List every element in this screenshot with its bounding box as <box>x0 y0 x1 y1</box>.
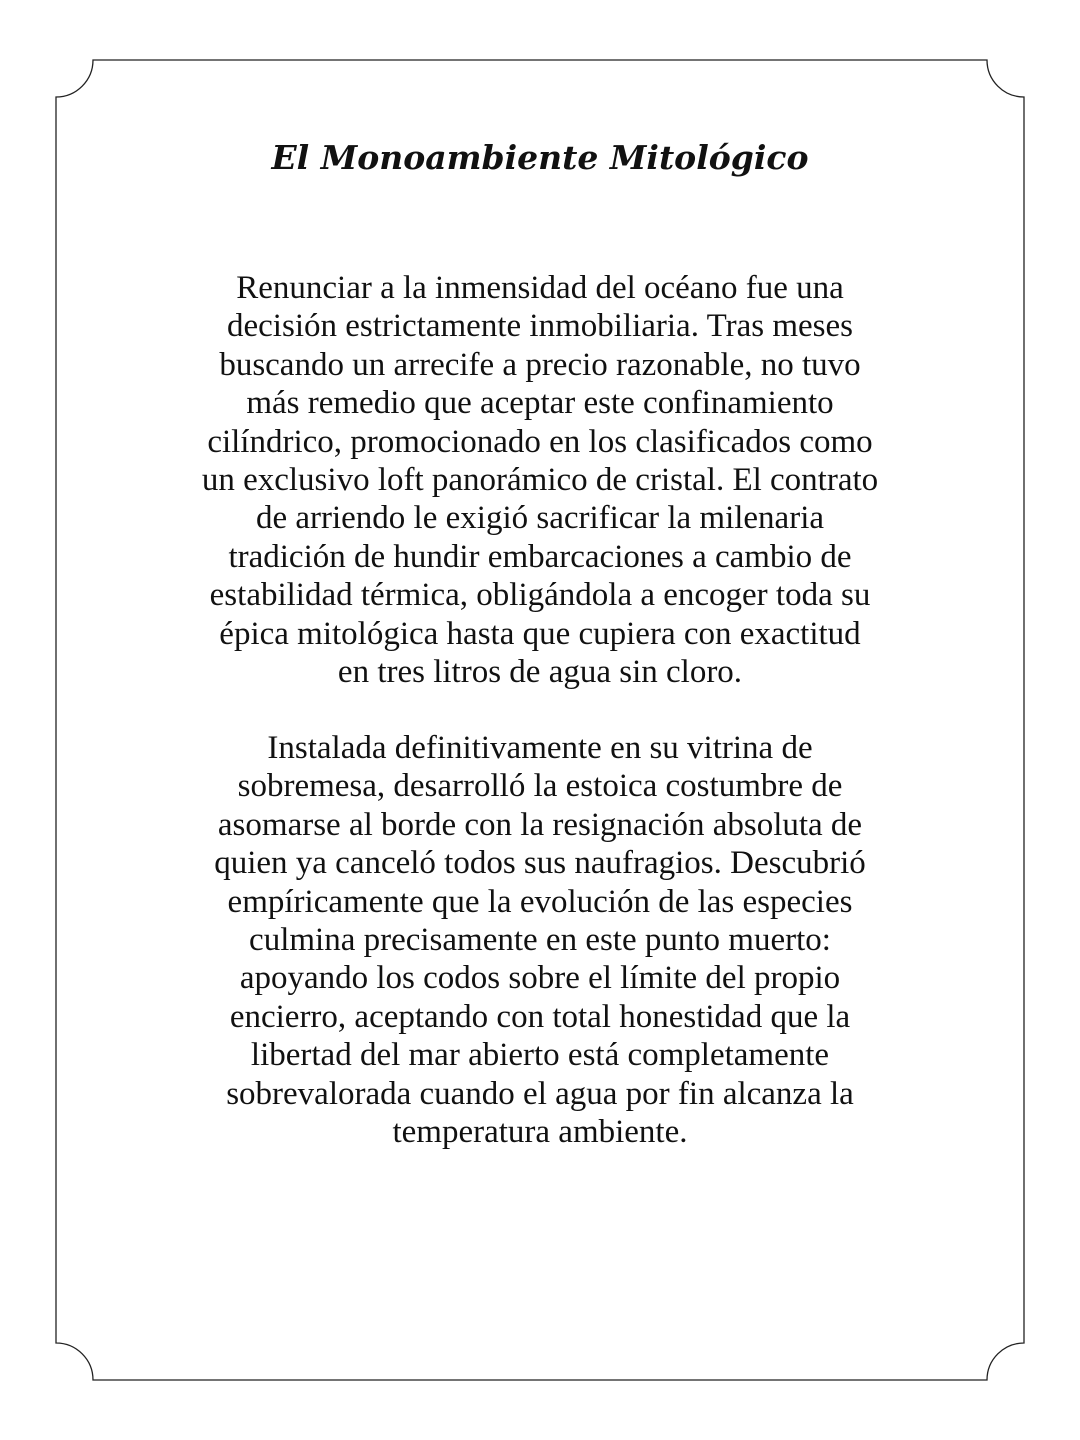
paragraph-line: empíricamente que la evolución de las especies <box>227 883 853 920</box>
paragraph-line: buscando un arrecife a precio razonable, no tuvo <box>219 346 861 383</box>
paragraph-line: épica mitológica hasta que cupiera con exactitud <box>219 615 861 652</box>
paragraph-line: tradición de hundir embarcaciones a cambio de <box>228 538 852 575</box>
body-paragraph-2 <box>130 729 950 1151</box>
paragraph-line: apoyando los codos sobre el límite del propio <box>239 960 841 997</box>
paragraph-line: asomarse al borde con la resignación absoluta de <box>217 806 863 843</box>
paragraph-line: encierro, aceptando con total honestidad que la <box>229 998 851 1035</box>
paragraph-line: en tres litros de agua sin cloro. <box>337 654 743 691</box>
paragraph-line: decisión estrictamente inmobiliaria. Tras meses <box>227 308 853 345</box>
paragraph-line: un exclusivo loft panorámico de cristal. El contrato <box>201 462 879 499</box>
paragraph-line: de arriendo le exigió sacrificar la milenaria <box>255 500 825 537</box>
paragraph-line: sobrevalorada cuando el agua por fin alcanza la <box>226 1075 854 1112</box>
paragraph-line: temperatura ambiente. <box>392 1114 688 1151</box>
paragraph-line: culmina precisamente en este punto muerto: <box>249 922 831 959</box>
paragraph-line: sobremesa, desarrolló la estoica costumbre de <box>237 768 843 805</box>
paragraph-line: libertad del mar abierto está completamente <box>250 1037 830 1074</box>
paragraph-line: estabilidad térmica, obligándola a encoger toda su <box>209 577 871 614</box>
paragraph-line: más remedio que aceptar este confinamiento <box>246 385 834 422</box>
paragraph-line: Renunciar a la inmensidad del océano fue una <box>236 270 844 306</box>
paragraph-line: Instalada definitivamente en su vitrina de <box>267 730 813 766</box>
paragraph-line: quien ya canceló todos sus naufragios. Descubrió <box>214 845 866 882</box>
paragraph-line: cilíndrico, promocionado en los clasificados como <box>207 423 873 460</box>
body-paragraph-1 <box>130 269 950 691</box>
page-title: El Monoambiente Mitológico <box>271 138 809 177</box>
